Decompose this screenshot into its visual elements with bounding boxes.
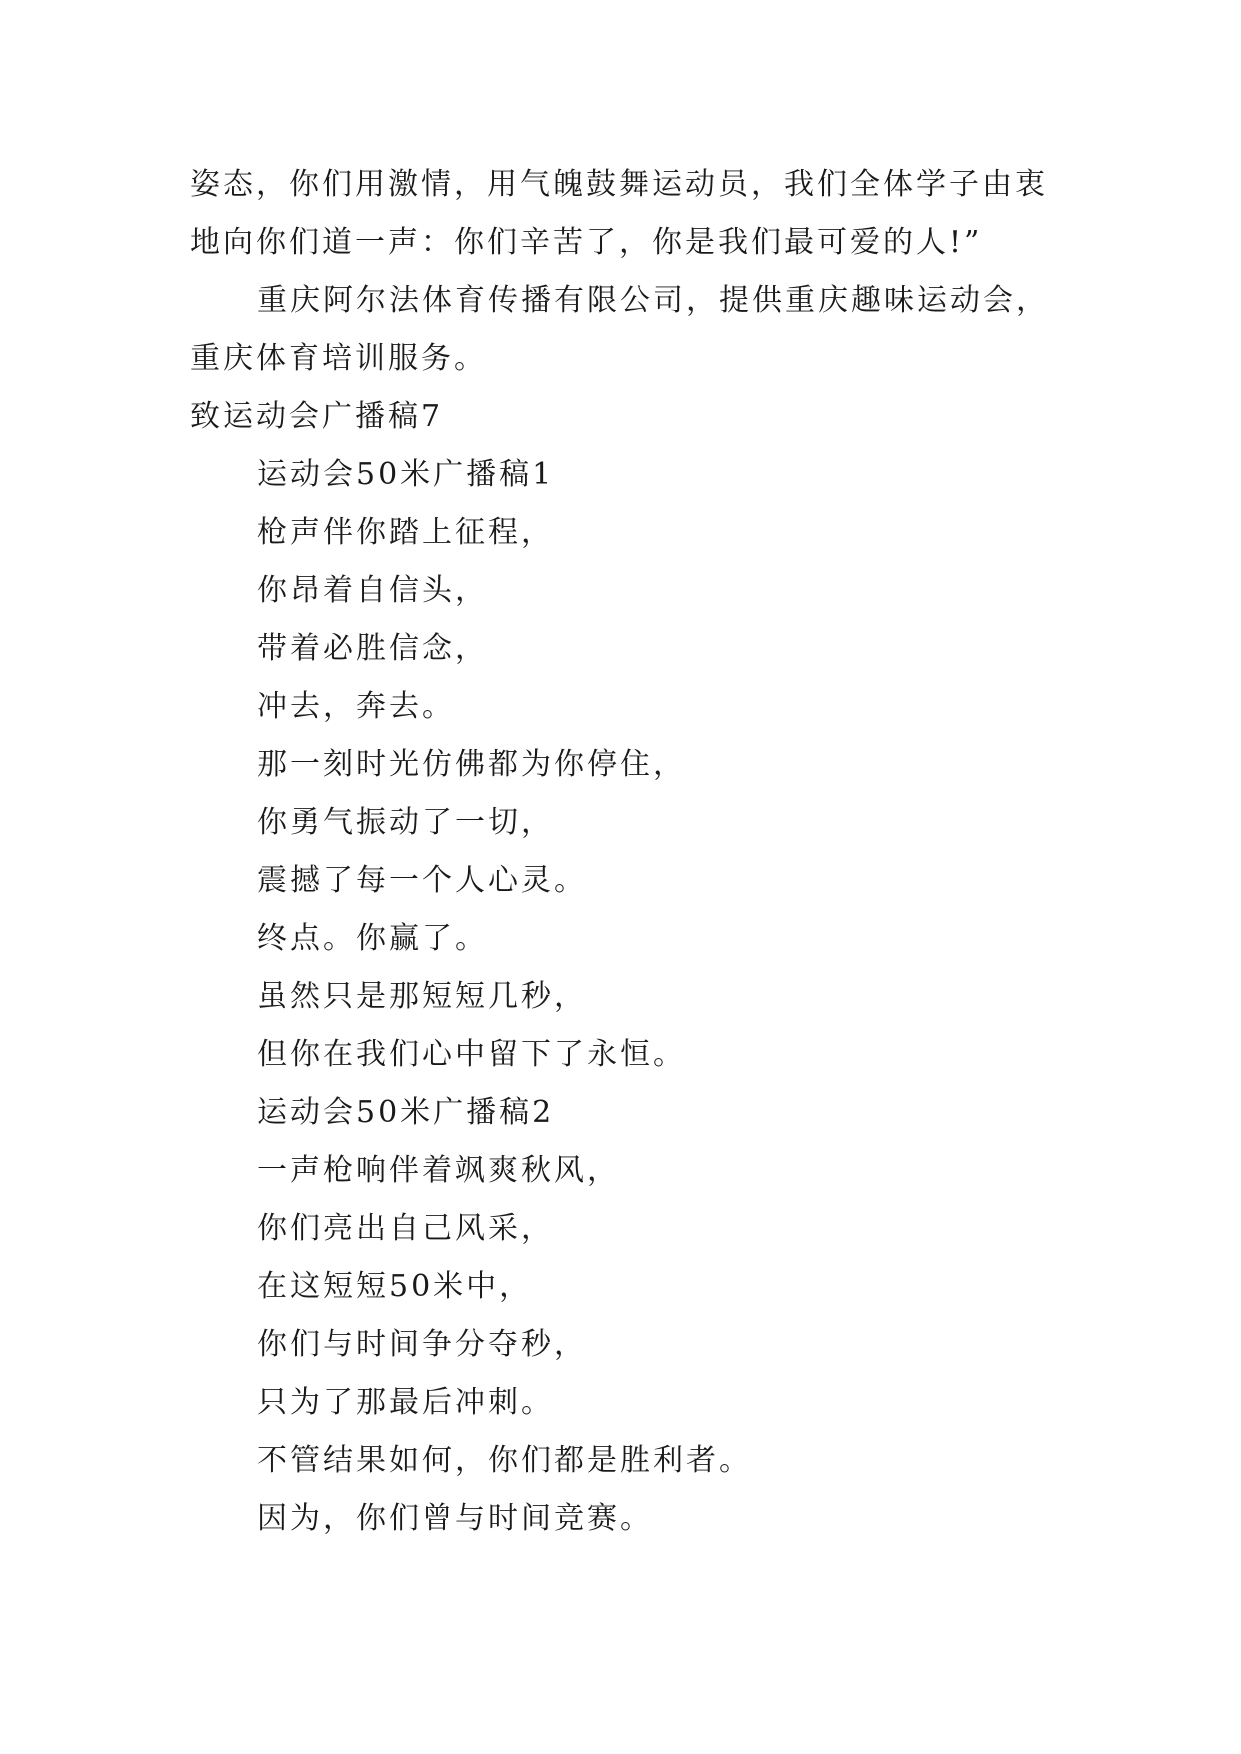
poem-line: 不管结果如何，你们都是胜利者。 [257, 1443, 752, 1478]
poem-line: 那一刻时光仿佛都为你停住， [257, 747, 686, 782]
poem-line: 一声枪响伴着飒爽秋风， [257, 1153, 620, 1188]
poem-line: 你勇气振动了一切， [257, 805, 554, 840]
poem-title: 运动会50米广播稿2 [257, 1095, 555, 1130]
paragraph-line: 地向你们道一声：你们辛苦了，你是我们最可爱的人!” [190, 225, 983, 260]
poem-line: 只为了那最后冲刺。 [257, 1385, 554, 1420]
poem-title: 运动会50米广播稿1 [257, 457, 555, 492]
poem-line: 因为，你们曾与时间竞赛。 [257, 1501, 653, 1536]
poem-line: 终点。你赢了。 [257, 921, 488, 956]
poem-line: 你们亮出自己风采， [257, 1211, 554, 1246]
poem-line: 带着必胜信念， [257, 631, 488, 666]
section-title: 致运动会广播稿7 [190, 399, 444, 434]
poem-line: 枪声伴你踏上征程， [257, 515, 554, 550]
poem-line: 震撼了每一个人心灵。 [257, 863, 587, 898]
poem-line: 你昂着自信头， [257, 573, 488, 608]
poem-line: 在这短短50米中， [257, 1269, 533, 1304]
poem-line: 但你在我们心中留下了永恒。 [257, 1037, 686, 1072]
poem-line: 虽然只是那短短几秒， [257, 979, 587, 1014]
paragraph-line: 重庆体育培训服务。 [190, 341, 487, 376]
poem-line: 你们与时间争分夺秒， [257, 1327, 587, 1362]
paragraph-line: 重庆阿尔法体育传播有限公司，提供重庆趣味运动会， [257, 283, 1049, 318]
poem-line: 冲去，奔去。 [257, 689, 455, 724]
paragraph-line: 姿态，你们用激情，用气魄鼓舞运动员，我们全体学子由衷 [190, 167, 1048, 202]
